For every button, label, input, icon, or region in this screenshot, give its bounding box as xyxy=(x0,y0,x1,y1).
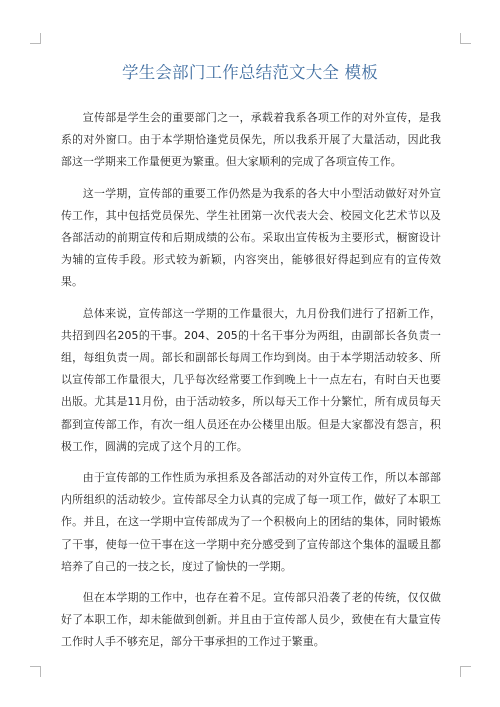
document-body xyxy=(61,107,441,663)
paragraph-1: 宣传部是学生会的重要部门之一，承载着我系各项工作的对外宣传，是我系的对外窗口。由于本学期恰逢党员保先，所以我系开展了大量活动，因此我部这一学期来工作量便更为繁重。但大家顺利的完成了各项宣传工作。 xyxy=(61,111,441,169)
page-corner-mark-bottom-left xyxy=(30,666,41,677)
page-corner-mark-top-right xyxy=(460,33,471,44)
paragraph-5: 但在本学期的工作中，也存在着不足。宣传部只沿袭了老的传统，仅仅做好了本职工作，却未能做到创新。并且由于宣传部人员少，致使在有大量宣传工作时人手不够充足，部分干事承担的工作过于繁重。 xyxy=(61,591,441,649)
paragraph-2: 这一学期，宣传部的重要工作仍然是为我系的各大中小型活动做好对外宣传工作，其中包括党员保先、学生社团第一次代表大会、校园文化艺术节以及各部活动的前期宣传和后期成绩的公布。采取出宣传板为主要形式，橱窗设计为辅的宣传手段。形式较为新颖，内容突出，能够很好得起到应有的宣传效果。 xyxy=(61,186,441,289)
document-title: 学生会部门工作总结范文大全 模板 xyxy=(122,63,378,82)
page-corner-mark-top-left xyxy=(30,33,41,44)
paragraph-3: 总体来说，宣传部这一学期的工作量很大，九月份我们进行了招新工作，共招到四名205的干事。204、205的十名干事分为两组，由副部长各负责一组，每组负责一周。部长和副部长每周工作均到岗。由于本学期活动较多、所以宣传部工作量很大，几乎每次经常要工作到晚上十一点左右，有时白天也要出版。尤其是11月份，由于活动较多，所以每天工作十分繁忙，所有成员每天都到宣传部工作，有次一组人员还在办公楼里出版。但是大家都没有怨言，积极工作，圆满的完成了这个月的工作。 xyxy=(61,306,441,453)
page-corner-mark-bottom-right xyxy=(460,666,471,677)
paragraph-4: 由于宣传部的工作性质为承担系及各部活动的对外宣传工作，所以本部部内所组织的活动较少。宣传部尽全力认真的完成了每一项工作，做好了本职工作。并且，在这一学期中宣传部成为了一个积极向上的团结的集体，同时锻炼了干事，使每一位干事在这一学期中充分感受到了宣传部这个集体的温暖且都培养了自己的一技之长，度过了愉快的一学期。 xyxy=(61,471,441,573)
